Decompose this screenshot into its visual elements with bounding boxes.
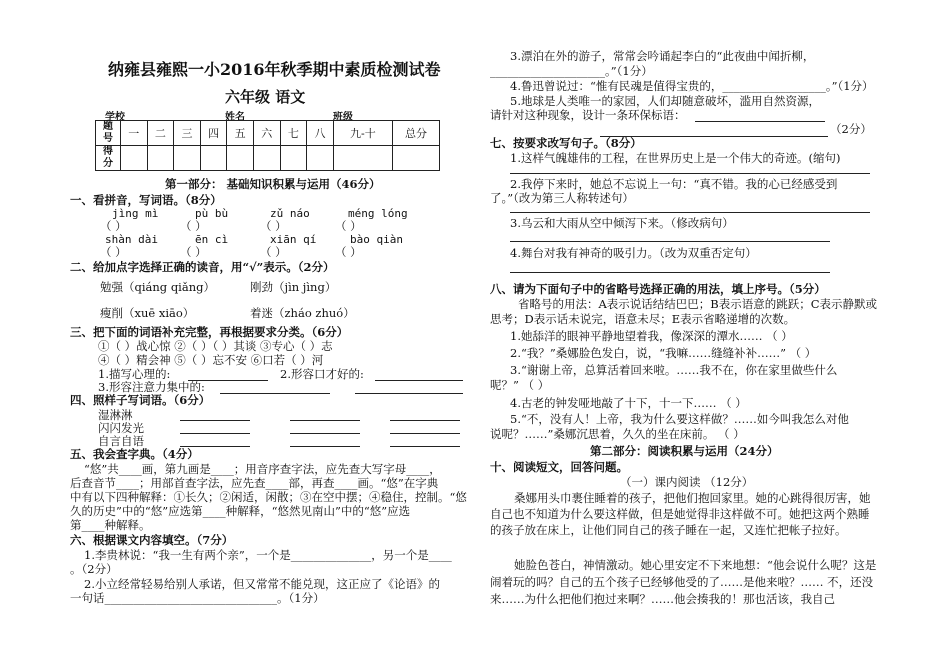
q1-pinyin: pù bù xyxy=(195,207,229,220)
school-label: 学校 xyxy=(105,112,125,123)
score-col: 八 xyxy=(307,121,334,146)
q3-row[interactable]: ④（ ）精会神 ⑤（ ）忘不安 ⑥口若（ ）河 xyxy=(98,353,324,367)
answer-line[interactable] xyxy=(180,420,250,421)
score-row-header: 题号 xyxy=(96,121,121,146)
q6-title: 六、根据课文内容填空。（7分） xyxy=(70,533,234,547)
q6-text: 。（2分） xyxy=(70,562,118,576)
score-cell[interactable] xyxy=(253,146,280,171)
answer-line[interactable] xyxy=(375,380,463,381)
reading-paragraph: 她脸色苍白，神情激动。她心里安定不下来地想：“他会说什么呢？这是闹着玩的吗？自己的五个孩子已经够他受的了……是他来啦？…… 不，还没来……为什么把他们抱过来啊？……他会揍我的！那也活该，我自己 xyxy=(490,558,877,606)
class-label: 班级 xyxy=(333,112,353,123)
q10-subtitle: （一）课内阅读 （12分） xyxy=(620,475,754,489)
q5-text[interactable]: 第____种解释。 xyxy=(70,518,151,532)
name-label: 姓名 xyxy=(225,112,245,123)
score-col: 九-十 xyxy=(333,121,392,146)
q8-item[interactable]: 呢？” （ ） xyxy=(490,378,550,392)
q6-text[interactable]: 4.鲁迅曾说过：“惟有民魂是值得宝贵的，__________________。”（1分） xyxy=(510,79,874,93)
score-cell[interactable] xyxy=(280,146,307,171)
q5-text: 中有以下四种解释：①长久；②闲适，闲散；③在空中摆；④稳住，控制。“悠 xyxy=(70,490,467,504)
score-row-header: 得分 xyxy=(96,146,121,171)
score-col: 一 xyxy=(121,121,148,146)
answer-line[interactable] xyxy=(290,433,360,434)
q1-answer-box[interactable]: （ ） xyxy=(260,245,287,259)
answer-line[interactable] xyxy=(220,393,330,394)
q6-score: （2分） xyxy=(830,122,872,136)
answer-line[interactable] xyxy=(355,393,463,394)
score-col: 六 xyxy=(253,121,280,146)
answer-line[interactable] xyxy=(510,212,870,213)
q4-word: 闪闪发光 xyxy=(98,421,144,435)
answer-line[interactable] xyxy=(510,173,870,174)
q7-title: 七、按要求改写句子。（8分） xyxy=(490,136,642,150)
part1-heading: 第一部分： 基础知识积累与运用（46分） xyxy=(165,177,381,191)
q1-answer-box[interactable]: （ ） xyxy=(335,219,362,233)
q1-answer-box[interactable]: （ ） xyxy=(100,219,127,233)
score-col: 总分 xyxy=(393,121,440,146)
score-cell[interactable] xyxy=(333,146,392,171)
q8-item: 5.“不，没有人！上帝，我为什么要这样做？……如今叫我怎么对他 xyxy=(510,412,849,426)
score-cell[interactable] xyxy=(147,146,174,171)
q1-pinyin: jìng mì xyxy=(112,207,159,220)
q6-text: 请针对这种现象，设计一条环保标语： xyxy=(490,108,686,122)
q1-answer-box[interactable]: （ ） xyxy=(260,219,287,233)
score-cell[interactable] xyxy=(307,146,334,171)
score-col: 三 xyxy=(174,121,201,146)
q8-intro: 省略号的用法：A表示说话结结巴巴；B表示语意的跳跃；C表示静默或 xyxy=(518,297,878,311)
q6-text: 2.小立经常轻易给别人承诺，但又常常不能兑现，这正应了《论语》的 xyxy=(84,577,440,591)
q1-pinyin: bào qiàn xyxy=(350,233,403,246)
q4-word: 自言自语 xyxy=(98,434,144,448)
q2-item[interactable]: 瘦削（xuē xiāo） xyxy=(100,306,195,320)
q8-item: 3.“谢谢上帝，总算活着回来啦。……我不在，你在家里做些什么 xyxy=(510,363,838,377)
q1-pinyin: zǔ náo xyxy=(270,207,310,220)
q3-sub: 2.形容口才好的: xyxy=(280,367,364,381)
answer-line[interactable] xyxy=(290,420,360,421)
q7-sentence: 3.乌云和大雨从空中倾泻下来。（修改病句） xyxy=(510,216,734,230)
left-column xyxy=(70,0,475,658)
q2-item[interactable]: 刚劲（jìn jìng） xyxy=(250,280,337,294)
answer-line[interactable] xyxy=(390,420,460,421)
answer-line[interactable] xyxy=(695,121,825,122)
right-column xyxy=(490,0,890,658)
q7-sentence: 1.这样气魄雄伟的工程，在世界历史上是一个伟大的奇迹。(缩句) xyxy=(510,151,841,165)
score-cell[interactable] xyxy=(227,146,254,171)
exam-subtitle: 六年级 语文 xyxy=(225,88,306,106)
q6-text[interactable]: ____________________。”（1分） xyxy=(490,64,653,78)
part2-heading: 第二部分：阅读积累与运用（24分） xyxy=(590,444,779,458)
q1-pinyin: xiān qí xyxy=(270,233,317,246)
q1-answer-box[interactable]: （ ） xyxy=(335,245,362,259)
answer-line[interactable] xyxy=(510,272,830,273)
q4-title: 四、照样子写词语。（6分） xyxy=(70,393,211,407)
answer-line[interactable] xyxy=(180,433,250,434)
q6-text: 5.地球是人类唯一的家园，人们却随意破坏，滥用自然资源， xyxy=(510,94,820,108)
q3-title: 三、把下面的词语补充完整，再根据要求分类。（6分） xyxy=(70,325,349,339)
score-col: 五 xyxy=(227,121,254,146)
score-col: 四 xyxy=(200,121,227,146)
exam-title: 纳雍县雍熙一小2016年秋季期中素质检测试卷 xyxy=(108,60,441,79)
q1-answer-box[interactable]: （ ） xyxy=(180,245,207,259)
q2-title: 二、给加点字选择正确的读音，用“√”表示。（2分） xyxy=(70,260,335,274)
score-col: 七 xyxy=(280,121,307,146)
q6-text[interactable]: 一句话______________________________。（1分） xyxy=(70,591,325,605)
q6-text: 3.漂泊在外的游子，常常会吟诵起李白的“此夜曲中闻折柳， xyxy=(510,49,815,63)
score-cell[interactable] xyxy=(121,146,148,171)
answer-line[interactable] xyxy=(390,433,460,434)
q1-title: 一、看拼音，写词语。（8分） xyxy=(70,193,222,207)
q1-pinyin: méng lóng xyxy=(348,207,408,220)
q1-pinyin: shàn dài xyxy=(105,233,158,246)
score-cell[interactable] xyxy=(174,146,201,171)
reading-paragraph: 桑娜用头巾裹住睡着的孩子，把他们抱回家里。她的心跳得很厉害，她自己也不知道为什么要这样做，但是她觉得非这样做不可。她把这两个熟睡的孩子放在床上，让他们同自己的孩子睡在一起，又连忙把帐子拉好。 xyxy=(490,491,871,537)
q6-text[interactable]: 1.李贵林说：“我一生有两个亲”，一个是______________，另一个是____ xyxy=(84,548,452,562)
q8-title: 八、请为下面句子中的省略号选择正确的用法，填上序号。（5分） xyxy=(490,282,826,296)
q8-intro: 思考；D表示话未说完，语意未尽；E表示省略递增的次数。 xyxy=(490,312,796,326)
q5-text[interactable]: 后查音节____；用部首查字法，应先查____部，再查____画。“悠”在字典 xyxy=(70,476,439,490)
q3-sub: 3.形容注意力集中的: xyxy=(98,380,205,394)
q7-sentence: 2.我停下来时，她总不忘说上一句：“真不错。我的心已经感受到 xyxy=(510,177,838,191)
q4-word: 湿淋淋 xyxy=(98,408,133,422)
q5-text[interactable]: “悠”共____画，第九画是____；用音序查字法，应先查大写字母____， xyxy=(84,462,441,476)
q2-item[interactable]: 着迷（zháo zhuó） xyxy=(250,306,355,320)
q3-row[interactable]: ①（ ）战心惊 ②（ ）（ ）其谈 ③专心（ ）志 xyxy=(98,339,333,353)
q1-pinyin: ēn cì xyxy=(195,233,229,246)
q8-item[interactable]: 1.她舔洋的眼神平静地望着我，像深深的潭水…… （ ） xyxy=(510,329,793,343)
score-cell[interactable] xyxy=(393,146,440,171)
score-col: 二 xyxy=(147,121,174,146)
score-table xyxy=(95,120,440,171)
q2-item[interactable]: 勉强（qiáng qiǎng） xyxy=(100,280,215,294)
q10-title: 十、阅读短文，回答问题。 xyxy=(490,460,628,474)
answer-line[interactable] xyxy=(290,446,360,447)
q1-answer-box[interactable]: （ ） xyxy=(180,219,207,233)
q5-text[interactable]: 久的历史”中的“悠”应选第____种解释，“悠然见南山”中的“悠”应选 xyxy=(70,504,411,518)
q7-sentence: 4.舞台对我有神奇的吸引力。（改为双重否定句） xyxy=(510,246,757,260)
answer-line[interactable] xyxy=(390,446,460,447)
score-cell[interactable] xyxy=(200,146,227,171)
q8-item[interactable]: 2.“我？”桑娜脸色发白，说，“我嘛……缝缝补补……” （ ） xyxy=(510,346,817,360)
q5-title: 五、我会查字典。（4分） xyxy=(70,447,199,461)
q3-sub: 1.描写心理的: xyxy=(98,367,171,381)
q1-answer-box[interactable]: （ ） xyxy=(100,245,127,259)
q8-item[interactable]: 说呢？……”桑娜沉思着，久久的坐在床前。 （ ） xyxy=(490,427,745,441)
q8-item[interactable]: 4.古老的钟发哑地敲了十下，十一下…… （ ） xyxy=(510,396,747,410)
q7-sentence: 了。”（改为第三人称转述句） xyxy=(490,191,634,205)
answer-line[interactable] xyxy=(510,241,830,242)
